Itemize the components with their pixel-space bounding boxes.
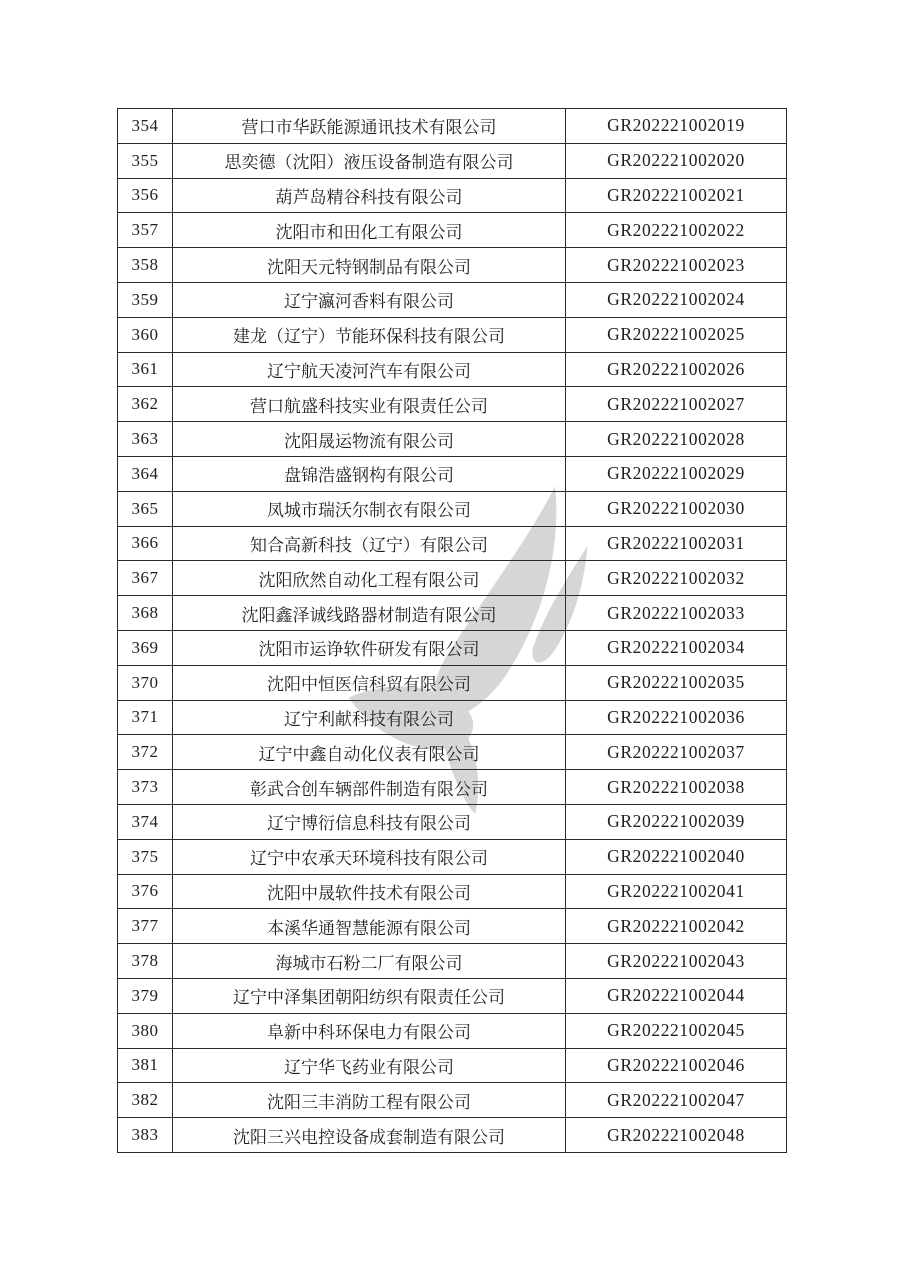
row-gr-code: GR202221002029 (566, 456, 787, 491)
row-gr-code: GR202221002044 (566, 978, 787, 1013)
company-table-body (118, 109, 787, 1153)
table-row (118, 561, 787, 596)
table-row (118, 352, 787, 387)
table-row (118, 630, 787, 665)
table-row (118, 1013, 787, 1048)
row-gr-code: GR202221002047 (566, 1083, 787, 1118)
table-row (118, 526, 787, 561)
table-row (118, 422, 787, 457)
row-gr-code: GR202221002048 (566, 1118, 787, 1153)
row-gr-code: GR202221002040 (566, 839, 787, 874)
table-row (118, 317, 787, 352)
row-gr-code: GR202221002020 (566, 143, 787, 178)
row-gr-code: GR202221002042 (566, 909, 787, 944)
row-gr-code: GR202221002034 (566, 630, 787, 665)
row-gr-code: GR202221002022 (566, 213, 787, 248)
row-company-name: 盘锦浩盛钢构有限公司 (173, 456, 566, 491)
company-table (117, 108, 787, 1153)
row-company-name: 凤城市瑞沃尔制衣有限公司 (173, 491, 566, 526)
row-company-name: 沈阳中恒医信科贸有限公司 (173, 665, 566, 700)
row-company-name: 辽宁中鑫自动化仪表有限公司 (173, 735, 566, 770)
row-gr-code: GR202221002032 (566, 561, 787, 596)
table-row (118, 944, 787, 979)
row-serial-number: 370 (118, 665, 173, 700)
row-gr-code: GR202221002021 (566, 178, 787, 213)
table-row (118, 213, 787, 248)
table-row (118, 770, 787, 805)
row-serial-number: 357 (118, 213, 173, 248)
row-serial-number: 365 (118, 491, 173, 526)
row-gr-code: GR202221002035 (566, 665, 787, 700)
table-row (118, 109, 787, 144)
table-row (118, 665, 787, 700)
row-serial-number: 374 (118, 804, 173, 839)
row-company-name: 沈阳天元特钢制品有限公司 (173, 248, 566, 283)
row-company-name: 海城市石粉二厂有限公司 (173, 944, 566, 979)
row-company-name: 沈阳晟运物流有限公司 (173, 422, 566, 457)
row-gr-code: GR202221002023 (566, 248, 787, 283)
row-company-name: 思奕德（沈阳）液压设备制造有限公司 (173, 143, 566, 178)
row-gr-code: GR202221002033 (566, 596, 787, 631)
row-serial-number: 379 (118, 978, 173, 1013)
row-serial-number: 376 (118, 874, 173, 909)
table-row (118, 700, 787, 735)
row-company-name: 阜新中科环保电力有限公司 (173, 1013, 566, 1048)
row-company-name: 沈阳市运诤软件研发有限公司 (173, 630, 566, 665)
row-gr-code: GR202221002024 (566, 282, 787, 317)
row-serial-number: 358 (118, 248, 173, 283)
row-serial-number: 366 (118, 526, 173, 561)
row-company-name: 辽宁华飞药业有限公司 (173, 1048, 566, 1083)
row-serial-number: 355 (118, 143, 173, 178)
row-company-name: 辽宁利献科技有限公司 (173, 700, 566, 735)
row-gr-code: GR202221002036 (566, 700, 787, 735)
row-gr-code: GR202221002043 (566, 944, 787, 979)
row-gr-code: GR202221002045 (566, 1013, 787, 1048)
row-serial-number: 359 (118, 282, 173, 317)
table-row (118, 874, 787, 909)
table-row (118, 978, 787, 1013)
row-gr-code: GR202221002046 (566, 1048, 787, 1083)
table-row (118, 248, 787, 283)
table-row (118, 839, 787, 874)
row-company-name: 彰武合创车辆部件制造有限公司 (173, 770, 566, 805)
row-company-name: 沈阳三丰消防工程有限公司 (173, 1083, 566, 1118)
row-serial-number: 377 (118, 909, 173, 944)
row-serial-number: 373 (118, 770, 173, 805)
row-company-name: 沈阳三兴电控设备成套制造有限公司 (173, 1118, 566, 1153)
table-row (118, 1048, 787, 1083)
row-serial-number: 382 (118, 1083, 173, 1118)
row-gr-code: GR202221002030 (566, 491, 787, 526)
row-serial-number: 378 (118, 944, 173, 979)
table-row (118, 735, 787, 770)
row-gr-code: GR202221002027 (566, 387, 787, 422)
row-company-name: 辽宁瀛河香料有限公司 (173, 282, 566, 317)
row-serial-number: 381 (118, 1048, 173, 1083)
row-serial-number: 356 (118, 178, 173, 213)
row-serial-number: 369 (118, 630, 173, 665)
row-gr-code: GR202221002037 (566, 735, 787, 770)
row-gr-code: GR202221002028 (566, 422, 787, 457)
row-serial-number: 361 (118, 352, 173, 387)
row-company-name: 本溪华通智慧能源有限公司 (173, 909, 566, 944)
row-company-name: 营口航盛科技实业有限责任公司 (173, 387, 566, 422)
row-company-name: 沈阳市和田化工有限公司 (173, 213, 566, 248)
table-row (118, 491, 787, 526)
table-row (118, 596, 787, 631)
row-company-name: 辽宁中农承天环境科技有限公司 (173, 839, 566, 874)
row-serial-number: 383 (118, 1118, 173, 1153)
row-company-name: 营口市华跃能源通讯技术有限公司 (173, 109, 566, 144)
row-serial-number: 380 (118, 1013, 173, 1048)
row-serial-number: 362 (118, 387, 173, 422)
row-serial-number: 364 (118, 456, 173, 491)
row-gr-code: GR202221002026 (566, 352, 787, 387)
table-row (118, 804, 787, 839)
row-gr-code: GR202221002025 (566, 317, 787, 352)
table-row (118, 143, 787, 178)
row-company-name: 建龙（辽宁）节能环保科技有限公司 (173, 317, 566, 352)
row-serial-number: 367 (118, 561, 173, 596)
row-company-name: 葫芦岛精谷科技有限公司 (173, 178, 566, 213)
row-serial-number: 363 (118, 422, 173, 457)
row-serial-number: 375 (118, 839, 173, 874)
table-row (118, 282, 787, 317)
row-company-name: 沈阳鑫泽诚线路器材制造有限公司 (173, 596, 566, 631)
row-gr-code: GR202221002031 (566, 526, 787, 561)
row-company-name: 沈阳欣然自动化工程有限公司 (173, 561, 566, 596)
row-company-name: 辽宁中泽集团朝阳纺织有限责任公司 (173, 978, 566, 1013)
row-company-name: 辽宁博衍信息科技有限公司 (173, 804, 566, 839)
row-serial-number: 372 (118, 735, 173, 770)
row-serial-number: 368 (118, 596, 173, 631)
row-gr-code: GR202221002039 (566, 804, 787, 839)
table-row (118, 1118, 787, 1153)
row-serial-number: 371 (118, 700, 173, 735)
row-serial-number: 360 (118, 317, 173, 352)
table-row (118, 387, 787, 422)
row-company-name: 沈阳中晟软件技术有限公司 (173, 874, 566, 909)
row-serial-number: 354 (118, 109, 173, 144)
row-gr-code: GR202221002041 (566, 874, 787, 909)
row-company-name: 知合高新科技（辽宁）有限公司 (173, 526, 566, 561)
table-row (118, 1083, 787, 1118)
table-row (118, 456, 787, 491)
row-gr-code: GR202221002019 (566, 109, 787, 144)
row-company-name: 辽宁航天凌河汽车有限公司 (173, 352, 566, 387)
table-row (118, 178, 787, 213)
table-row (118, 909, 787, 944)
row-gr-code: GR202221002038 (566, 770, 787, 805)
